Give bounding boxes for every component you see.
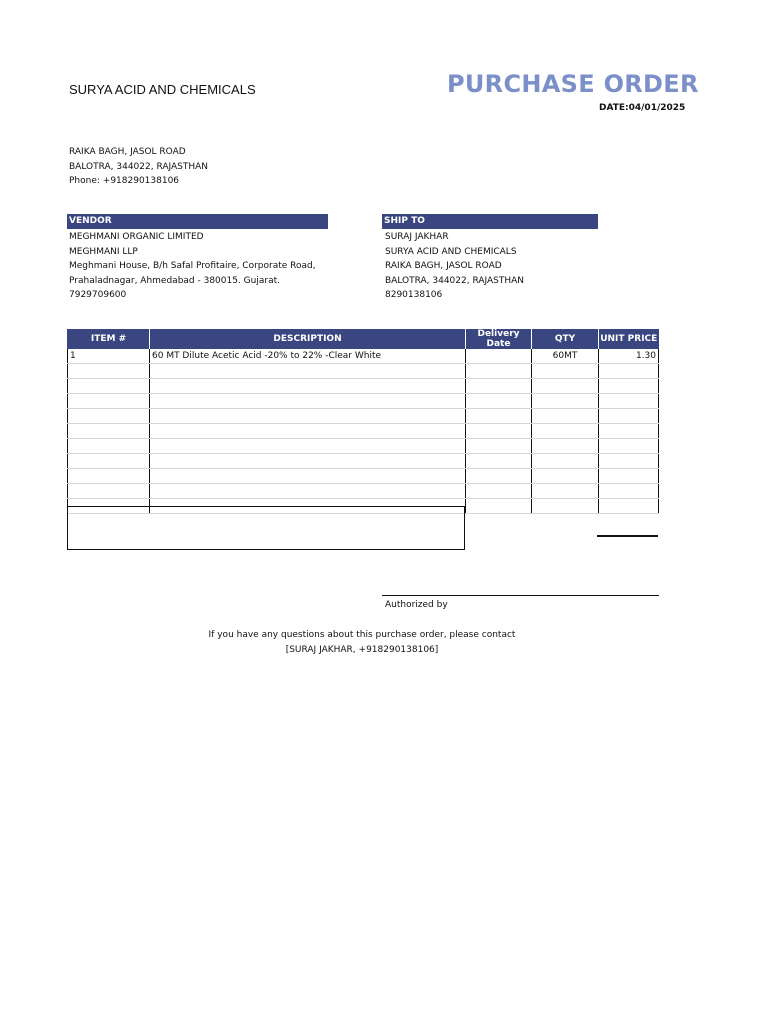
cell-description (150, 454, 466, 469)
cell-description: 60 MT Dilute Acetic Acid -20% to 22% -Clear White (150, 349, 466, 364)
cell-delivery-date (466, 349, 532, 364)
items-table-body (68, 349, 659, 514)
vendor-phone: 7929709600 (69, 290, 127, 301)
items-table-header (68, 329, 659, 349)
table-row (68, 454, 659, 469)
cell-unit-price (599, 499, 659, 514)
cell-delivery-date (466, 439, 532, 454)
cell-description (150, 424, 466, 439)
table-row (68, 469, 659, 484)
contact-text: If you have any questions about this purchase order, please contact (208, 630, 516, 640)
cell-unit-price (599, 454, 659, 469)
vendor-line: Meghmani House, B/h Safal Profitaire, Corporate Road, (69, 261, 316, 272)
ship-to-line: SURAJ JAKHAR (385, 232, 449, 242)
table-row (68, 394, 659, 409)
table-row (68, 409, 659, 424)
cell-qty (532, 409, 599, 424)
cell-item (68, 394, 150, 409)
cell-item (68, 424, 150, 439)
cell-description (150, 484, 466, 499)
cell-unit-price (599, 424, 659, 439)
cell-item: 1 (68, 349, 150, 364)
cell-qty (532, 454, 599, 469)
notes-box (67, 506, 465, 550)
cell-item (68, 469, 150, 484)
cell-item (68, 364, 150, 379)
company-name: SURYA ACID AND CHEMICALS (69, 82, 256, 97)
cell-unit-price (599, 364, 659, 379)
cell-item (68, 439, 150, 454)
ship-to-details (385, 230, 524, 303)
cell-qty (532, 424, 599, 439)
cell-item (68, 379, 150, 394)
cell-unit-price (599, 439, 659, 454)
cell-qty (532, 439, 599, 454)
cell-description (150, 439, 466, 454)
column-header-qty: QTY (532, 329, 599, 349)
cell-delivery-date (466, 424, 532, 439)
ship-to-line: BALOTRA, 344022, RAJASTHAN (385, 275, 525, 286)
order-date: DATE:04/01/2025 (599, 103, 686, 113)
cell-description (150, 469, 466, 484)
cell-item (68, 484, 150, 499)
cell-qty (532, 379, 599, 394)
cell-unit-price (599, 484, 659, 499)
cell-delivery-date (466, 379, 532, 394)
cell-delivery-date (466, 454, 532, 469)
table-row (68, 364, 659, 379)
total-underline (597, 535, 658, 537)
table-row (68, 349, 659, 364)
table-row (68, 484, 659, 499)
column-header-description: DESCRIPTION (150, 329, 466, 349)
column-header-delivery-date: Delivery Date (466, 329, 532, 349)
contact-footer (162, 628, 562, 658)
cell-unit-price (599, 394, 659, 409)
company-address-line: BALOTRA, 344022, RAJASTHAN (69, 161, 209, 172)
company-phone: Phone: +918290138106 (69, 176, 180, 187)
cell-delivery-date (466, 364, 532, 379)
cell-delivery-date (466, 409, 532, 424)
cell-unit-price (599, 379, 659, 394)
signature-line (382, 595, 659, 596)
vendor-line: MEGHMANI ORGANIC LIMITED (69, 232, 204, 242)
cell-qty (532, 364, 599, 379)
cell-item (68, 454, 150, 469)
cell-delivery-date (466, 499, 532, 514)
vendor-header: VENDOR (67, 214, 328, 229)
ship-to-phone: 8290138106 (385, 290, 443, 301)
vendor-line: Prahaladnagar, Ahmedabad - 380015. Gujarat. (69, 275, 280, 286)
ship-to-header: SHIP TO (382, 214, 598, 229)
table-row (68, 379, 659, 394)
contact-person: [SURAJ JAKHAR, +918290138106] (285, 645, 439, 655)
cell-description (150, 379, 466, 394)
cell-unit-price (599, 469, 659, 484)
table-row (68, 424, 659, 439)
cell-delivery-date (466, 469, 532, 484)
cell-delivery-date (466, 484, 532, 499)
cell-description (150, 409, 466, 424)
vendor-details (69, 230, 316, 303)
cell-qty (532, 484, 599, 499)
column-header-item: ITEM # (68, 329, 150, 349)
cell-qty (532, 499, 599, 514)
cell-description (150, 364, 466, 379)
authorized-by-label: Authorized by (385, 600, 448, 610)
cell-qty (532, 469, 599, 484)
company-address (69, 145, 208, 189)
ship-to-line: SURYA ACID AND CHEMICALS (385, 246, 517, 257)
vendor-line: MEGHMANI LLP (69, 246, 138, 257)
document-title: PURCHASE ORDER (447, 70, 699, 98)
column-header-unit-price: UNIT PRICE (599, 329, 659, 349)
items-table (67, 329, 659, 514)
cell-qty: 60MT (532, 349, 599, 364)
company-address-line: RAIKA BAGH, JASOL ROAD (69, 147, 186, 157)
cell-unit-price (599, 409, 659, 424)
cell-delivery-date (466, 394, 532, 409)
cell-qty (532, 394, 599, 409)
cell-description (150, 394, 466, 409)
table-row (68, 439, 659, 454)
cell-item (68, 409, 150, 424)
cell-unit-price: 1.30 (599, 349, 659, 364)
ship-to-line: RAIKA BAGH, JASOL ROAD (385, 261, 502, 272)
